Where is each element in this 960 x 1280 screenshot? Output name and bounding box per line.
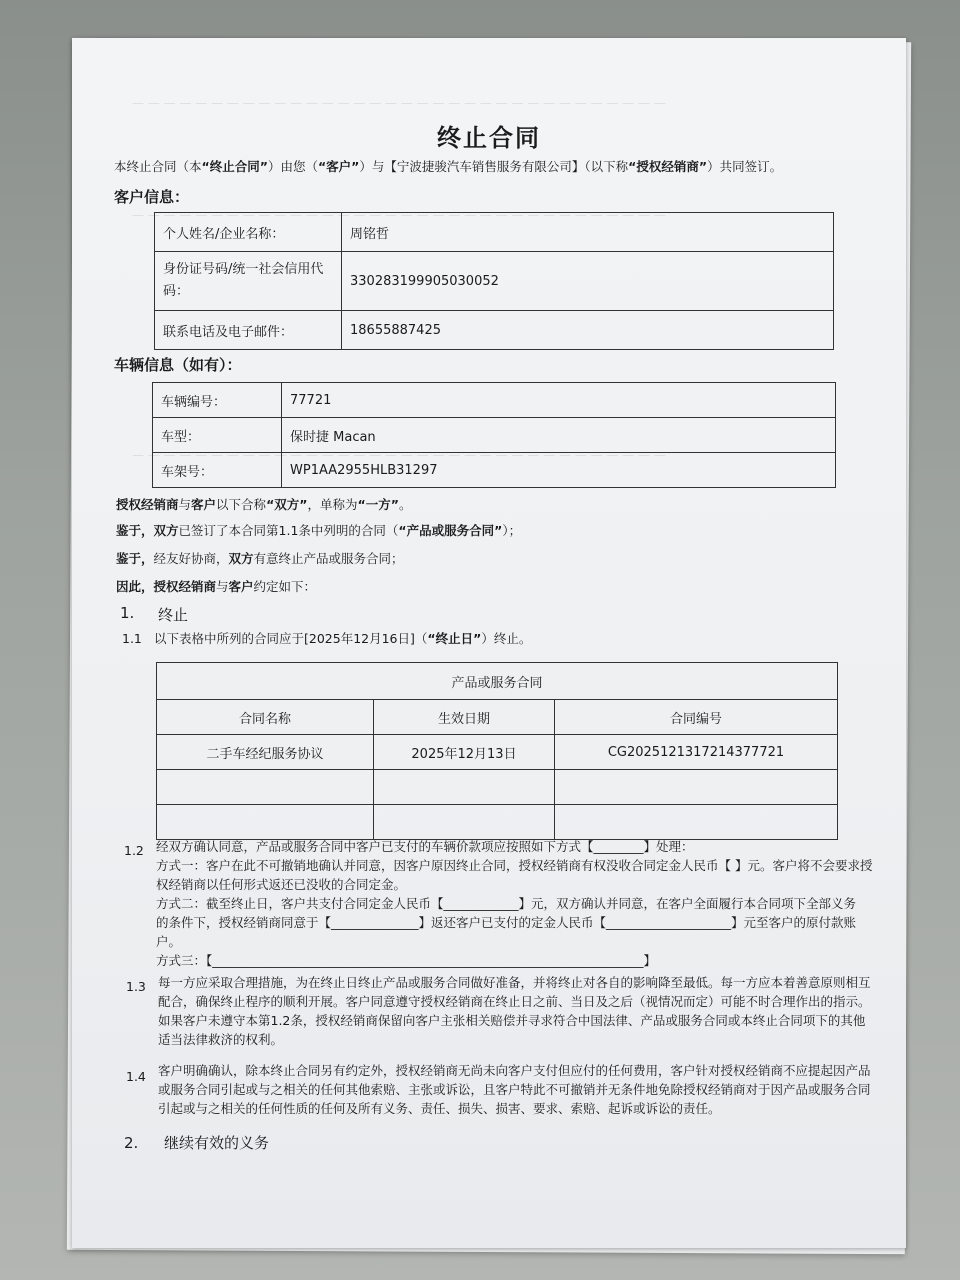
- contract-table: [156, 662, 838, 840]
- parties-definition: 授权经销商与客户以下合称“双方”，单称为“一方”。: [116, 497, 412, 512]
- table-label-cell: 身份证号码/统一社会信用代码：: [155, 252, 342, 311]
- contract-page: [72, 38, 906, 1248]
- section-2-number: 2.: [124, 1134, 139, 1152]
- table-row: [155, 252, 834, 311]
- table-row: [157, 663, 838, 700]
- table-label-cell: 车型：: [153, 418, 282, 453]
- customer-id-value: 330283199905030052: [342, 252, 834, 311]
- show-through-text: — — — — — — — — — — — — — — — — — — — — — — — — — — — — — — — — — —: [132, 208, 666, 222]
- clause-1-2-number: 1.2: [124, 843, 144, 858]
- column-header: 合同编号: [555, 700, 838, 735]
- clause-1-1-text: 以下表格中所列的合同应于[2025年12月16日]（“终止日”）终止。: [154, 631, 532, 646]
- table-label-cell: 个人姓名/企业名称：: [155, 213, 342, 252]
- contract-name-cell: 二手车经纪服务协议: [157, 735, 374, 770]
- effective-date-cell: 2025年12月13日: [374, 735, 555, 770]
- contract-table-caption: 产品或服务合同: [157, 663, 838, 700]
- customer-contact-value: 18655887425: [342, 311, 834, 350]
- clause-1-4-number: 1.4: [126, 1069, 146, 1084]
- vehicle-vin-value: WP1AA2955HLB31297: [282, 453, 836, 488]
- column-header: 生效日期: [374, 700, 555, 735]
- show-through-text: — — — — — — — — — — — — — — — — — — — — — — — — — — — — — — — — — —: [132, 448, 666, 462]
- customer-info-heading: 客户信息：: [114, 188, 190, 206]
- clause-1-3-number: 1.3: [126, 979, 146, 994]
- table-label-cell: 联系电话及电子邮件：: [155, 311, 342, 350]
- table-row: [155, 311, 834, 350]
- intro-paragraph: 本终止合同（本“终止合同”）由您（“客户”）与【宁波捷骏汽车销售服务有限公司】（以下称“授权经销商”）共同签订。: [114, 159, 783, 174]
- clause-1-3-text: 每一方应采取合理措施，为在终止日终止产品或服务合同做好准备，并将终止对各自的影响降至最低。每一方应本着善意原则相互 配合，确保终止程序的顺利开展。客户同意遵守授权经销商在终止日之前、当日及之后（视情况而定）可能不时合理作出的指示。 如果客户未遵守本第1.2条，授权经销商保留向客户主张相关赔偿并寻求符合中国法律、产品或服务合同或本终止合同项下的其他 适当法律救济的权利。: [158, 975, 871, 1047]
- column-header: 合同名称: [157, 700, 374, 735]
- section-1-number: 1.: [120, 604, 135, 622]
- table-row: [157, 700, 838, 735]
- table-row: [157, 770, 838, 805]
- clause-1-4-text: 客户明确确认，除本终止合同另有约定外，授权经销商无尚未向客户支付但应付的任何费用，客户针对授权经销商不应提起因产品 或服务合同引起或与之相关的任何其他索赔、主张或诉讼，且客户特此不可撤销并无条件地免除授权经销商对于因产品或服务合同 引起或与之相关的任何性质的任何及所有义务、责任、损失、损害、要求、索赔、起诉或诉讼的责任。: [158, 1063, 871, 1116]
- whereas-clause-2: 鉴于，经友好协商，双方有意终止产品或服务合同；: [116, 551, 404, 566]
- clause-1-1-number: 1.1: [122, 631, 142, 646]
- table-row: [157, 735, 838, 770]
- table-label-cell: 车架号：: [153, 453, 282, 488]
- document-title: 终止合同: [437, 124, 541, 152]
- table-row: [153, 383, 836, 418]
- table-row: [153, 418, 836, 453]
- therefore-clause: 因此，授权经销商与客户约定如下：: [116, 579, 317, 594]
- table-label-cell: 车辆编号：: [153, 383, 282, 418]
- table-row: [155, 213, 834, 252]
- contract-number-cell: CG2025121317214377721: [555, 735, 838, 770]
- section-1-title: 终止: [158, 606, 189, 624]
- vehicle-number-value: 77721: [282, 383, 836, 418]
- show-through-text: — — — — — — — — — — — — — — — — — — — — — — — — — — — — — — — — — —: [132, 96, 666, 110]
- vehicle-info-heading: 车辆信息（如有）：: [114, 356, 242, 374]
- customer-info-table: [154, 212, 834, 350]
- vehicle-info-table: [152, 382, 836, 488]
- clause-1-2-text: 经双方确认同意，产品或服务合同中客户已支付的车辆价款项应按照如下方式【________】处理： 方式一：客户在此不可撤销地确认并同意，因客户原因终止合同，授权经销商有权没收合同定金人民币【 】元。客户将不会要求授 权经销商以任何形式返还已没收的合同定金。 方式二：截至终止日，客户共支付合同定金人民币【____________】元，双方确认并同意，在客户全面履行本合同项下全部义务 的条件下，授权经销商同意于【______________】返还客户已支付的定金人民币【____________________】元至客户的原付款账 户。 方式三：【_____________________________________________________________________】: [156, 839, 873, 968]
- table-row: [153, 453, 836, 488]
- table-row: [157, 805, 838, 840]
- customer-name-value: 周铭哲: [342, 213, 834, 252]
- section-2-title: 继续有效的义务: [164, 1134, 270, 1152]
- whereas-clause-1: 鉴于，双方已签订了本合同第1.1条中列明的合同（“产品或服务合同”）；: [116, 523, 522, 538]
- vehicle-model-value: 保时捷 Macan: [282, 418, 836, 453]
